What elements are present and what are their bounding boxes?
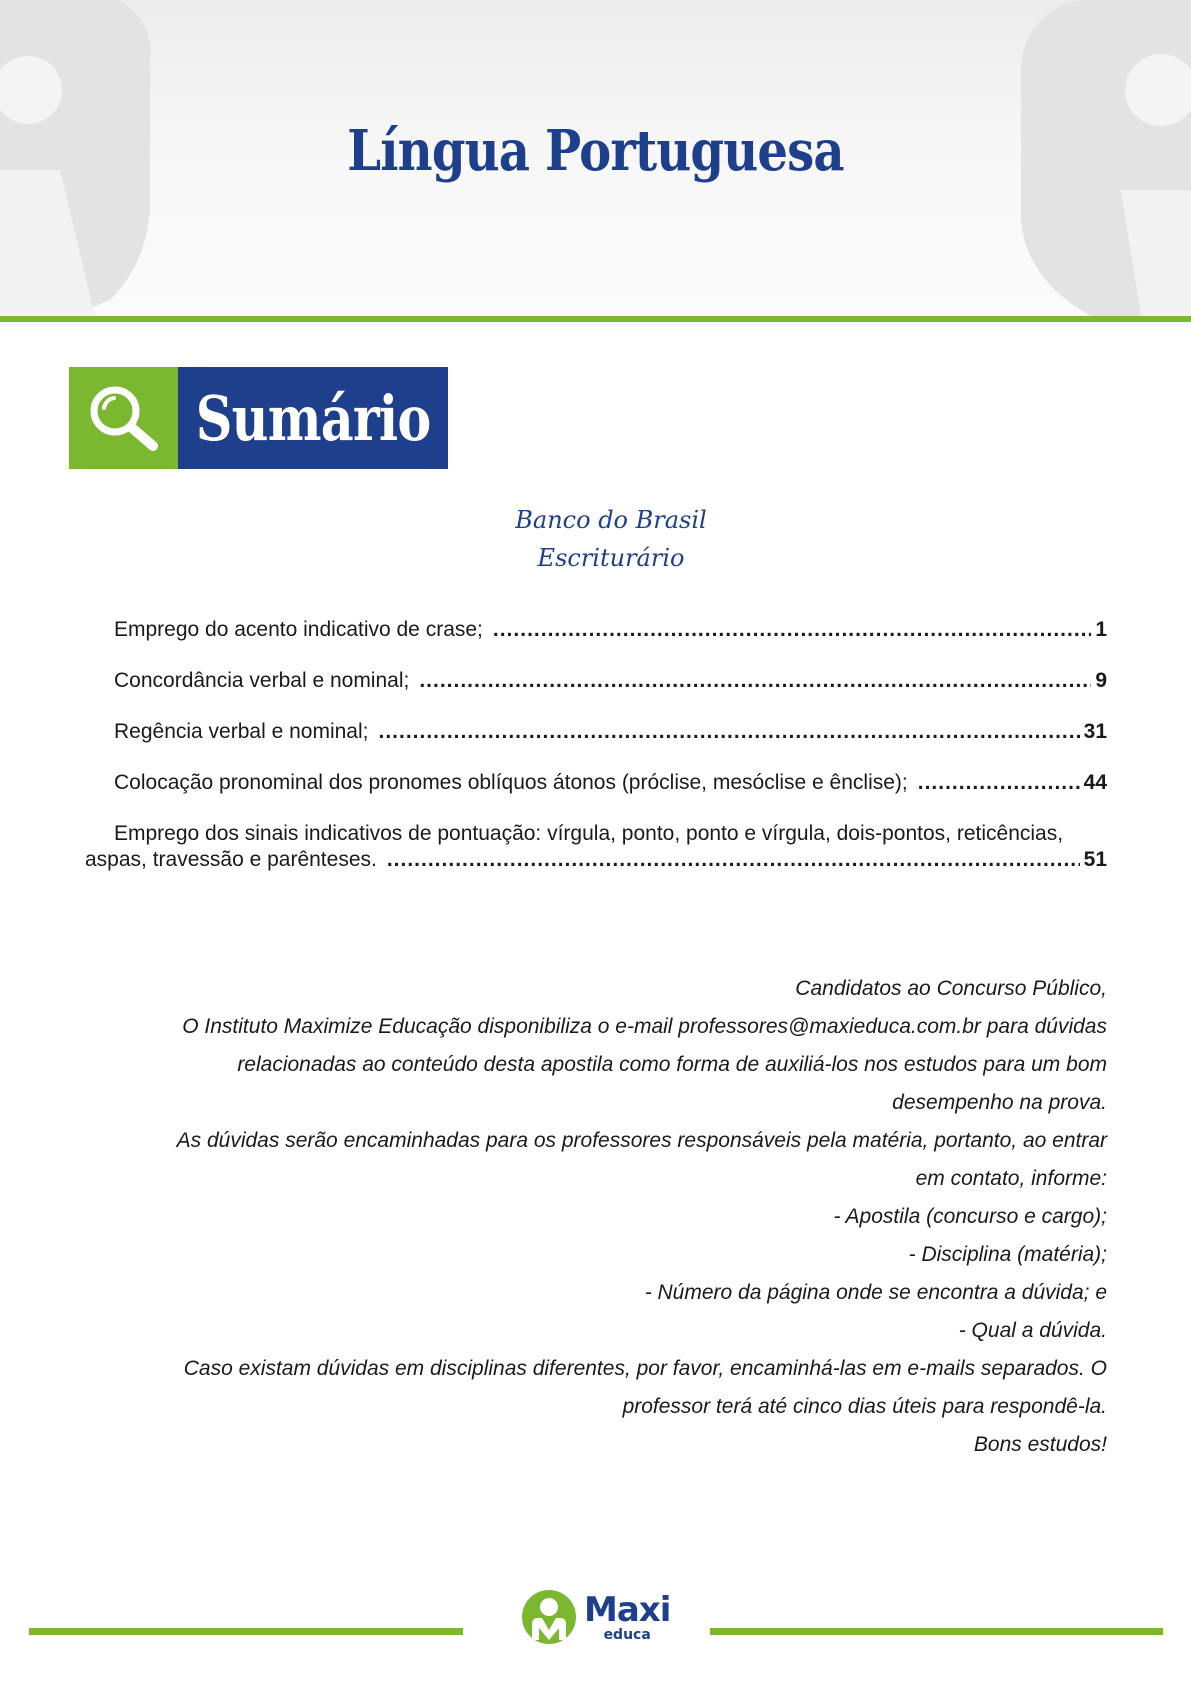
header-divider	[0, 316, 1191, 322]
notice-line: - Qual a dúvida.	[958, 1319, 1107, 1342]
contact-notice	[100, 970, 1107, 1464]
toc-entry[interactable]	[114, 669, 1107, 693]
subtitle-line-2: Escriturário	[537, 544, 685, 572]
toc-leader	[918, 771, 1080, 795]
toc-entry-label: aspas, travessão e parênteses.	[85, 848, 377, 871]
toc-entry[interactable]	[114, 771, 1107, 795]
toc-entry[interactable]	[114, 720, 1107, 744]
document-title: Língua Portuguesa	[347, 118, 844, 184]
toc-entry-page: 1	[1095, 618, 1107, 641]
toc-entry[interactable]	[114, 618, 1107, 642]
toc-leader	[378, 720, 1079, 744]
toc-leader	[493, 618, 1091, 642]
toc-entry-page: 31	[1083, 720, 1107, 743]
toc-entry-page: 9	[1095, 669, 1107, 692]
notice-line: - Disciplina (matéria);	[908, 1243, 1107, 1266]
notice-line: relacionadas ao conteúdo desta apostila como forma de auxiliá-los nos estudos para um bom	[237, 1053, 1107, 1076]
toc-entry-label: Regência verbal e nominal;	[114, 720, 369, 743]
notice-line: Bons estudos!	[973, 1433, 1107, 1456]
notice-line: professor terá até cinco dias úteis para respondê-la.	[622, 1395, 1107, 1418]
magnifier-icon	[87, 383, 161, 453]
notice-line: Candidatos ao Concurso Público,	[795, 977, 1107, 1000]
toc-entry-label-first-line: Emprego dos sinais indicativos de pontuação: vírgula, ponto, ponto e vírgula, dois-pontos, reticências,	[114, 822, 1064, 845]
footer-divider-left	[29, 1628, 463, 1635]
toc-entry-label: Emprego do acento indicativo de crase;	[114, 618, 483, 641]
notice-line: - Número da página onde se encontra a dúvida; e	[644, 1281, 1107, 1304]
toc-entry-label: Colocação pronominal dos pronomes oblíquos átonos (próclise, mesóclise e ênclise);	[114, 771, 908, 794]
badge-icon-box	[69, 367, 178, 469]
toc-entry-page: 44	[1083, 771, 1107, 794]
maxi-educa-logo	[520, 1588, 670, 1646]
notice-line: O Instituto Maximize Educação disponibiliza o e-mail professores@maxieduca.com.br para dúvidas	[182, 1015, 1107, 1038]
toc-entry-page: 51	[1083, 848, 1107, 871]
notice-line: Caso existam dúvidas em disciplinas diferentes, por favor, encaminhá-las em e-mails separados. O	[183, 1357, 1107, 1380]
toc-entry-label: Concordância verbal e nominal;	[114, 669, 410, 692]
maxi-person-icon	[520, 1588, 578, 1646]
subtitle-line-1: Banco do Brasil	[515, 506, 707, 534]
page-header	[0, 0, 1191, 316]
logo-subname: educa	[603, 1626, 651, 1643]
notice-line: - Apostila (concurso e cargo);	[833, 1205, 1107, 1228]
toc-leader	[419, 669, 1091, 693]
badge-label	[178, 367, 448, 469]
notice-line: em contato, informe:	[915, 1167, 1107, 1190]
footer-divider-right	[710, 1628, 1163, 1635]
sumario-badge	[69, 367, 448, 469]
toc-leader	[387, 848, 1080, 872]
toc-entry[interactable]	[85, 848, 1107, 872]
badge-label-text: Sumário	[195, 381, 431, 455]
logo-name: Maxi	[584, 1589, 671, 1630]
notice-line: As dúvidas serão encaminhadas para os professores responsáveis pela matéria, portanto, ao entrar	[176, 1129, 1107, 1152]
notice-line: desempenho na prova.	[892, 1091, 1107, 1114]
